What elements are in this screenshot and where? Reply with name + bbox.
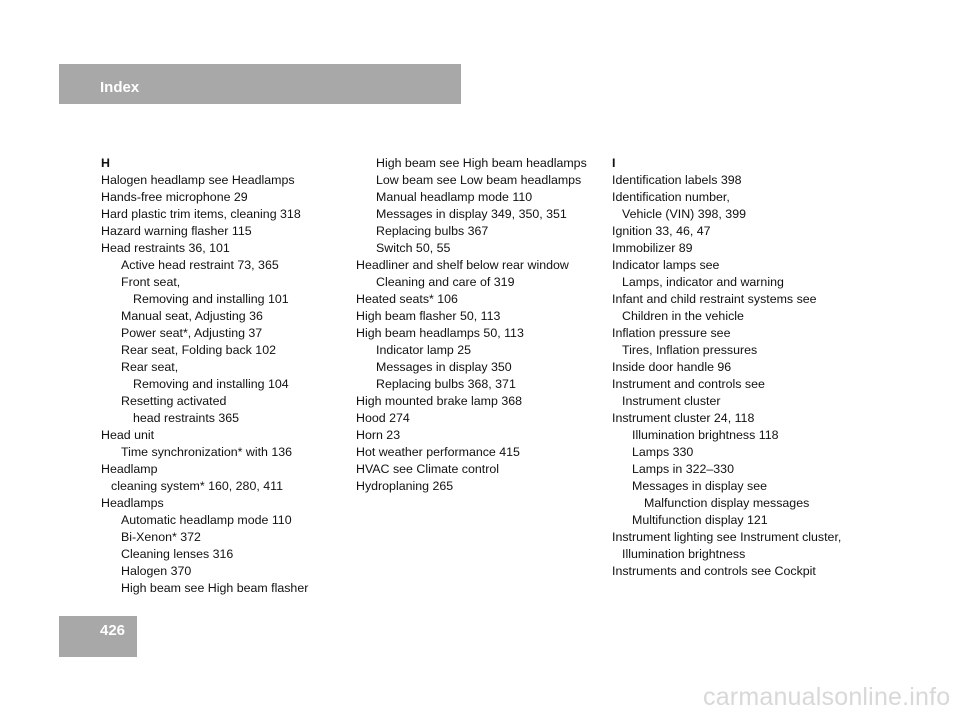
index-entry: Instrument cluster 24, 118 (612, 411, 755, 425)
index-entry: Multifunction display 121 (632, 513, 768, 527)
index-entry: Rear seat, (121, 360, 179, 374)
index-entry: HVAC see Climate control (356, 462, 499, 476)
index-entry: Identification labels 398 (612, 173, 742, 187)
index-entry: Time synchronization* with 136 (121, 445, 293, 459)
index-letter-heading: H (101, 156, 110, 170)
index-entry: Halogen 370 (121, 564, 192, 578)
index-entry: Children in the vehicle (622, 309, 744, 323)
index-entry: Switch 50, 55 (376, 241, 451, 255)
index-entry: Removing and installing 104 (133, 377, 289, 391)
index-entry: Indicator lamp 25 (376, 343, 472, 357)
index-entry: Infant and child restraint systems see (612, 292, 817, 306)
index-entry: High beam see High beam headlamps (376, 156, 587, 170)
index-entry: Head unit (101, 428, 155, 442)
index-entry: Headlamp (101, 462, 158, 476)
index-entry: head restraints 365 (133, 411, 240, 425)
index-entry: Hazard warning flasher 115 (101, 224, 252, 238)
page-number: 426 (100, 622, 126, 639)
index-entry: Illumination brightness 118 (632, 428, 779, 442)
index-entry: Manual seat, Adjusting 36 (121, 309, 263, 323)
index-entry: Vehicle (VIN) 398, 399 (622, 207, 746, 221)
index-entry: Cleaning and care of 319 (376, 275, 515, 289)
index-entry: Lamps 330 (632, 445, 694, 459)
index-entry: Automatic headlamp mode 110 (121, 513, 292, 527)
index-entry: Halogen headlamp see Headlamps (101, 173, 295, 187)
index-entry: Messages in display 350 (376, 360, 512, 374)
index-entry: Heated seats* 106 (356, 292, 458, 306)
watermark-text: carmanualsonline.info (703, 683, 951, 711)
index-entry: Hood 274 (356, 411, 410, 425)
index-entry: Messages in display 349, 350, 351 (376, 207, 567, 221)
index-entry: Head restraints 36, 101 (101, 241, 230, 255)
index-column-2 (356, 155, 587, 495)
index-column-3 (612, 155, 841, 580)
index-entry: cleaning system* 160, 280, 411 (111, 479, 283, 493)
index-entry: Instrument lighting see Instrument cluster, (612, 530, 842, 544)
index-entry: Resetting activated (121, 394, 227, 408)
index-entry: High beam see High beam flasher (121, 581, 309, 595)
index-entry: Low beam see Low beam headlamps (376, 173, 582, 187)
index-entry: Hydroplaning 265 (356, 479, 454, 493)
index-entry: Front seat, (121, 275, 181, 289)
index-entry: Rear seat, Folding back 102 (121, 343, 276, 357)
index-entry: Inflation pressure see (612, 326, 731, 340)
index-entry: Immobilizer 89 (612, 241, 693, 255)
index-entry: Lamps, indicator and warning (622, 275, 784, 289)
index-entry: Hot weather performance 415 (356, 445, 520, 459)
index-entry: High beam flasher 50, 113 (356, 309, 501, 323)
index-entry: Instrument and controls see (612, 377, 765, 391)
index-entry: High mounted brake lamp 368 (356, 394, 522, 408)
index-entry: Cleaning lenses 316 (121, 547, 234, 561)
index-entry: Removing and installing 101 (133, 292, 289, 306)
section-title: Index (100, 79, 140, 96)
index-entry: Power seat*, Adjusting 37 (121, 326, 263, 340)
index-entry: Inside door handle 96 (612, 360, 732, 374)
index-entry: Identification number, (612, 190, 730, 204)
index-entry: Hard plastic trim items, cleaning 318 (101, 207, 301, 221)
index-entry: Replacing bulbs 367 (376, 224, 489, 238)
index-letter-heading: I (612, 156, 616, 170)
index-entry: Tires, Inflation pressures (622, 343, 758, 357)
index-entry: Hands-free microphone 29 (101, 190, 248, 204)
index-entry: Instrument cluster (622, 394, 721, 408)
section-header-bar (59, 64, 461, 104)
index-entry: Malfunction display messages (644, 496, 810, 510)
index-entry: Illumination brightness (622, 547, 746, 561)
index-entry: Indicator lamps see (612, 258, 720, 272)
index-entry: Headlamps (101, 496, 164, 510)
index-column-1 (101, 155, 308, 597)
index-entry: Bi-Xenon* 372 (121, 530, 201, 544)
index-entry: High beam headlamps 50, 113 (356, 326, 524, 340)
index-entry: Replacing bulbs 368, 371 (376, 377, 516, 391)
index-entry: Lamps in 322–330 (632, 462, 734, 476)
index-entry: Ignition 33, 46, 47 (612, 224, 711, 238)
index-entry: Manual headlamp mode 110 (376, 190, 533, 204)
index-entry: Messages in display see (632, 479, 767, 493)
index-entry: Horn 23 (356, 428, 401, 442)
index-entry: Active head restraint 73, 365 (121, 258, 279, 272)
page-number-tab (59, 616, 137, 657)
index-entry: Instruments and controls see Cockpit (612, 564, 816, 578)
index-entry: Headliner and shelf below rear window (356, 258, 569, 272)
